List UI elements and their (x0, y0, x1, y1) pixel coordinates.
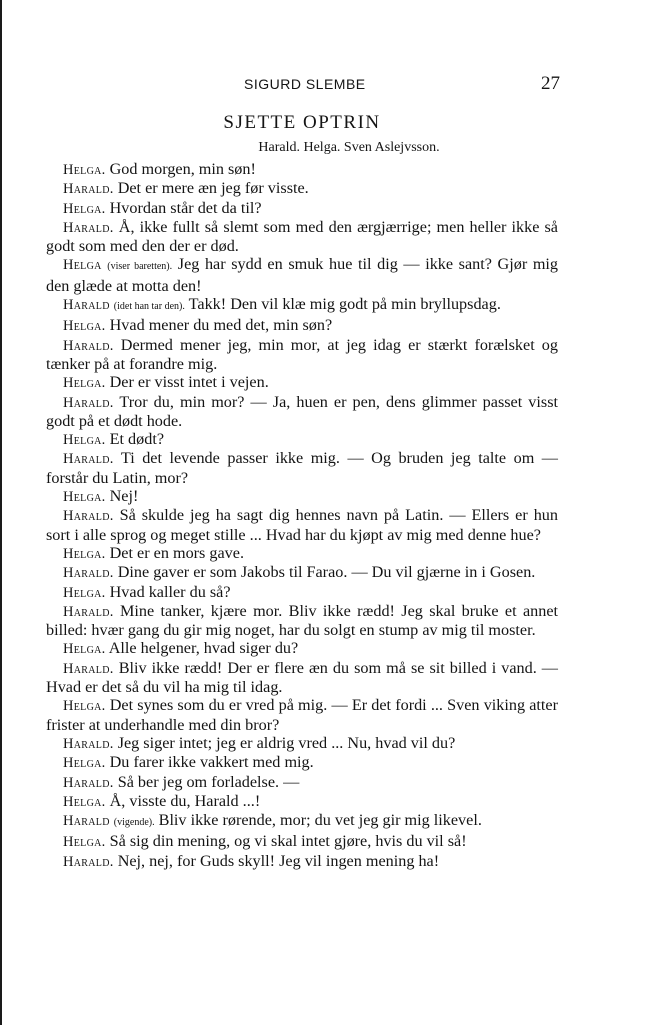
dialogue-line (46, 316, 558, 335)
dialogue-text: Å, ikke fullt så slemt som med den ærgjærrige; men heller ikke så godt som med den der er død. (46, 217, 558, 256)
speaker-name: Helga. (63, 200, 106, 217)
speaker-name: Helga. (63, 641, 106, 658)
dialogue-text: Et dødt? (109, 430, 165, 449)
dialogue-text: Jeg siger intet; jeg er aldrig vred ... Nu, hvad vil du? (117, 733, 456, 752)
stage-direction: (viser baretten). (107, 261, 173, 273)
dialogue-text: Takk! Den vil klæ mig godt på min bryllupsdag. (188, 295, 501, 314)
dialogue-text: Det synes som du er vred på mig. — Er det fordi ... Sven viking atter frister at underhandle med din bror? (46, 696, 558, 734)
dialogue-text: Der er visst intet i vejen. (109, 373, 269, 392)
dialogue-text: Det er en mors gave. (109, 543, 245, 562)
dialogue-line (46, 199, 558, 218)
dialogue-line (46, 753, 558, 772)
dialogue-text: Ti det levende passer ikke mig. — Og bruden jeg talte om — forstår du Latin, mor? (46, 449, 558, 487)
dialogue-line (46, 792, 558, 811)
stage-direction: (idet han tar den). (113, 301, 185, 313)
dialogue-text: Nej! (109, 487, 139, 506)
speaker-name: Helga. (63, 834, 106, 851)
dialogue-line (46, 487, 558, 506)
dialogue-text: Så ber jeg om forladelse. — (117, 772, 300, 791)
speaker-name: Helga. (63, 489, 106, 506)
dialogue-text: Jeg har sydd en smuk hue til dig — ikke sant? Gjør mig den glæde at motta den! (46, 255, 559, 295)
speaker-name: Harald. (63, 219, 114, 236)
speaker-name: Harald (63, 813, 110, 830)
speaker-name: Harald. (63, 603, 114, 620)
dialogue-line (46, 160, 558, 179)
dialogue-text: Alle helgener, hvad siger du? (108, 639, 299, 658)
speaker-name: Helga. (63, 375, 106, 392)
speaker-name: Helga. (63, 318, 106, 335)
speaker-name: Harald. (63, 774, 114, 791)
dialogue-text: Du farer ikke vakkert med mig. (109, 753, 314, 772)
dialogue (46, 160, 558, 871)
speaker-name: Helga. (63, 793, 106, 810)
running-head (0, 74, 664, 96)
dialogue-text: Bliv ikke rædd! Der er flere æn du som må se sit billed i vand. — Hvad er det så du vil ha mig til idag. (46, 658, 558, 697)
speaker-name: Harald. (63, 853, 114, 870)
dialogue-text: Å, visste du, Harald ...! (109, 791, 261, 810)
dialogue-text: Så sig din mening, og vi skal intet gjøre, hvis du vil så! (109, 832, 467, 851)
speaker-name: Harald. (63, 337, 114, 354)
dialogue-line (46, 218, 558, 256)
dialogue-text: God morgen, min søn! (109, 160, 256, 178)
dialogue-line (46, 430, 558, 449)
speaker-name: Harald. (63, 660, 114, 677)
dialogue-line (46, 832, 558, 851)
dialogue-text: Det er mere æn jeg før visste. (117, 179, 309, 198)
speaker-name: Harald. (63, 565, 114, 582)
dialogue-line (46, 602, 558, 640)
dialogue-line (46, 544, 558, 563)
dialogue-text: Tror du, min mor? — Ja, huen er pen, dens glimmer passet visst godt på et dødt hode. (46, 392, 558, 430)
dialogue-line (46, 659, 558, 697)
speaker-name: Helga. (63, 698, 106, 715)
dialogue-line (46, 734, 558, 753)
dialogue-text: Dermed mener jeg, min mor, at jeg idag er stærkt forælsket og tænker på at forandre mig. (46, 335, 558, 373)
dialogue-line (46, 563, 558, 582)
dialogue-text: Hvad kaller du så? (109, 582, 231, 601)
speaker-name: Harald (63, 297, 110, 314)
dialogue-line (46, 295, 558, 316)
speaker-name: Helga (63, 257, 102, 274)
dialogue-text: Så skulde jeg ha sagt dig hennes navn på Latin. — Ellers er hun sort i alle sprog og meget stille ... Hvad har du kjøpt av mig med denne hue? (46, 506, 558, 544)
speaker-name: Harald. (63, 735, 114, 752)
speaker-name: Helga. (63, 755, 106, 772)
speaker-name: Harald. (63, 394, 114, 411)
speaker-name: Harald. (63, 181, 114, 198)
cast-list: Harald. Helga. Sven Aslejvsson. (258, 140, 440, 155)
dialogue-line (46, 639, 558, 658)
dialogue-line (46, 336, 558, 374)
dialogue-line (46, 773, 558, 792)
speaker-name: Helga. (63, 162, 106, 178)
dialogue-line (46, 583, 558, 602)
speaker-name: Helga. (63, 432, 106, 449)
dialogue-text: Mine tanker, kjære mor. Bliv ikke rædd! Jeg skal bruke et annet billed: hvær gang du gir mig noget, har du solgt en stump av mig til moster. (46, 601, 558, 640)
stage-direction: (vigende). (113, 817, 155, 829)
speaker-name: Harald. (63, 451, 114, 468)
dialogue-line (46, 255, 558, 295)
speaker-name: Helga. (63, 545, 106, 562)
dialogue-line (46, 393, 558, 431)
dialogue-line (46, 811, 558, 832)
dialogue-text: Nej, nej, for Guds skyll! Jeg vil ingen mening ha! (117, 851, 440, 870)
dialogue-line (46, 449, 558, 487)
scene-title: SJETTE OPTRIN (223, 112, 381, 133)
speaker-name: Helga. (63, 584, 106, 601)
speaker-name: Harald. (63, 508, 114, 525)
dialogue-line (46, 373, 558, 392)
dialogue-text: Bliv ikke rørende, mor; du vet jeg gir mig likevel. (158, 811, 482, 830)
dialogue-line (46, 852, 558, 871)
dialogue-text: Dine gaver er som Jakobs til Farao. — Du vil gjærne in i Gosen. (117, 563, 536, 582)
dialogue-line (46, 179, 558, 198)
page-number: 27 (541, 73, 560, 94)
dialogue-text: Hvordan står det da til? (109, 198, 262, 217)
running-title: SIGURD SLEMBE (244, 76, 366, 92)
dialogue-line (46, 696, 558, 734)
dialogue-line (46, 506, 558, 544)
dialogue-text: Hvad mener du med det, min søn? (109, 316, 333, 335)
